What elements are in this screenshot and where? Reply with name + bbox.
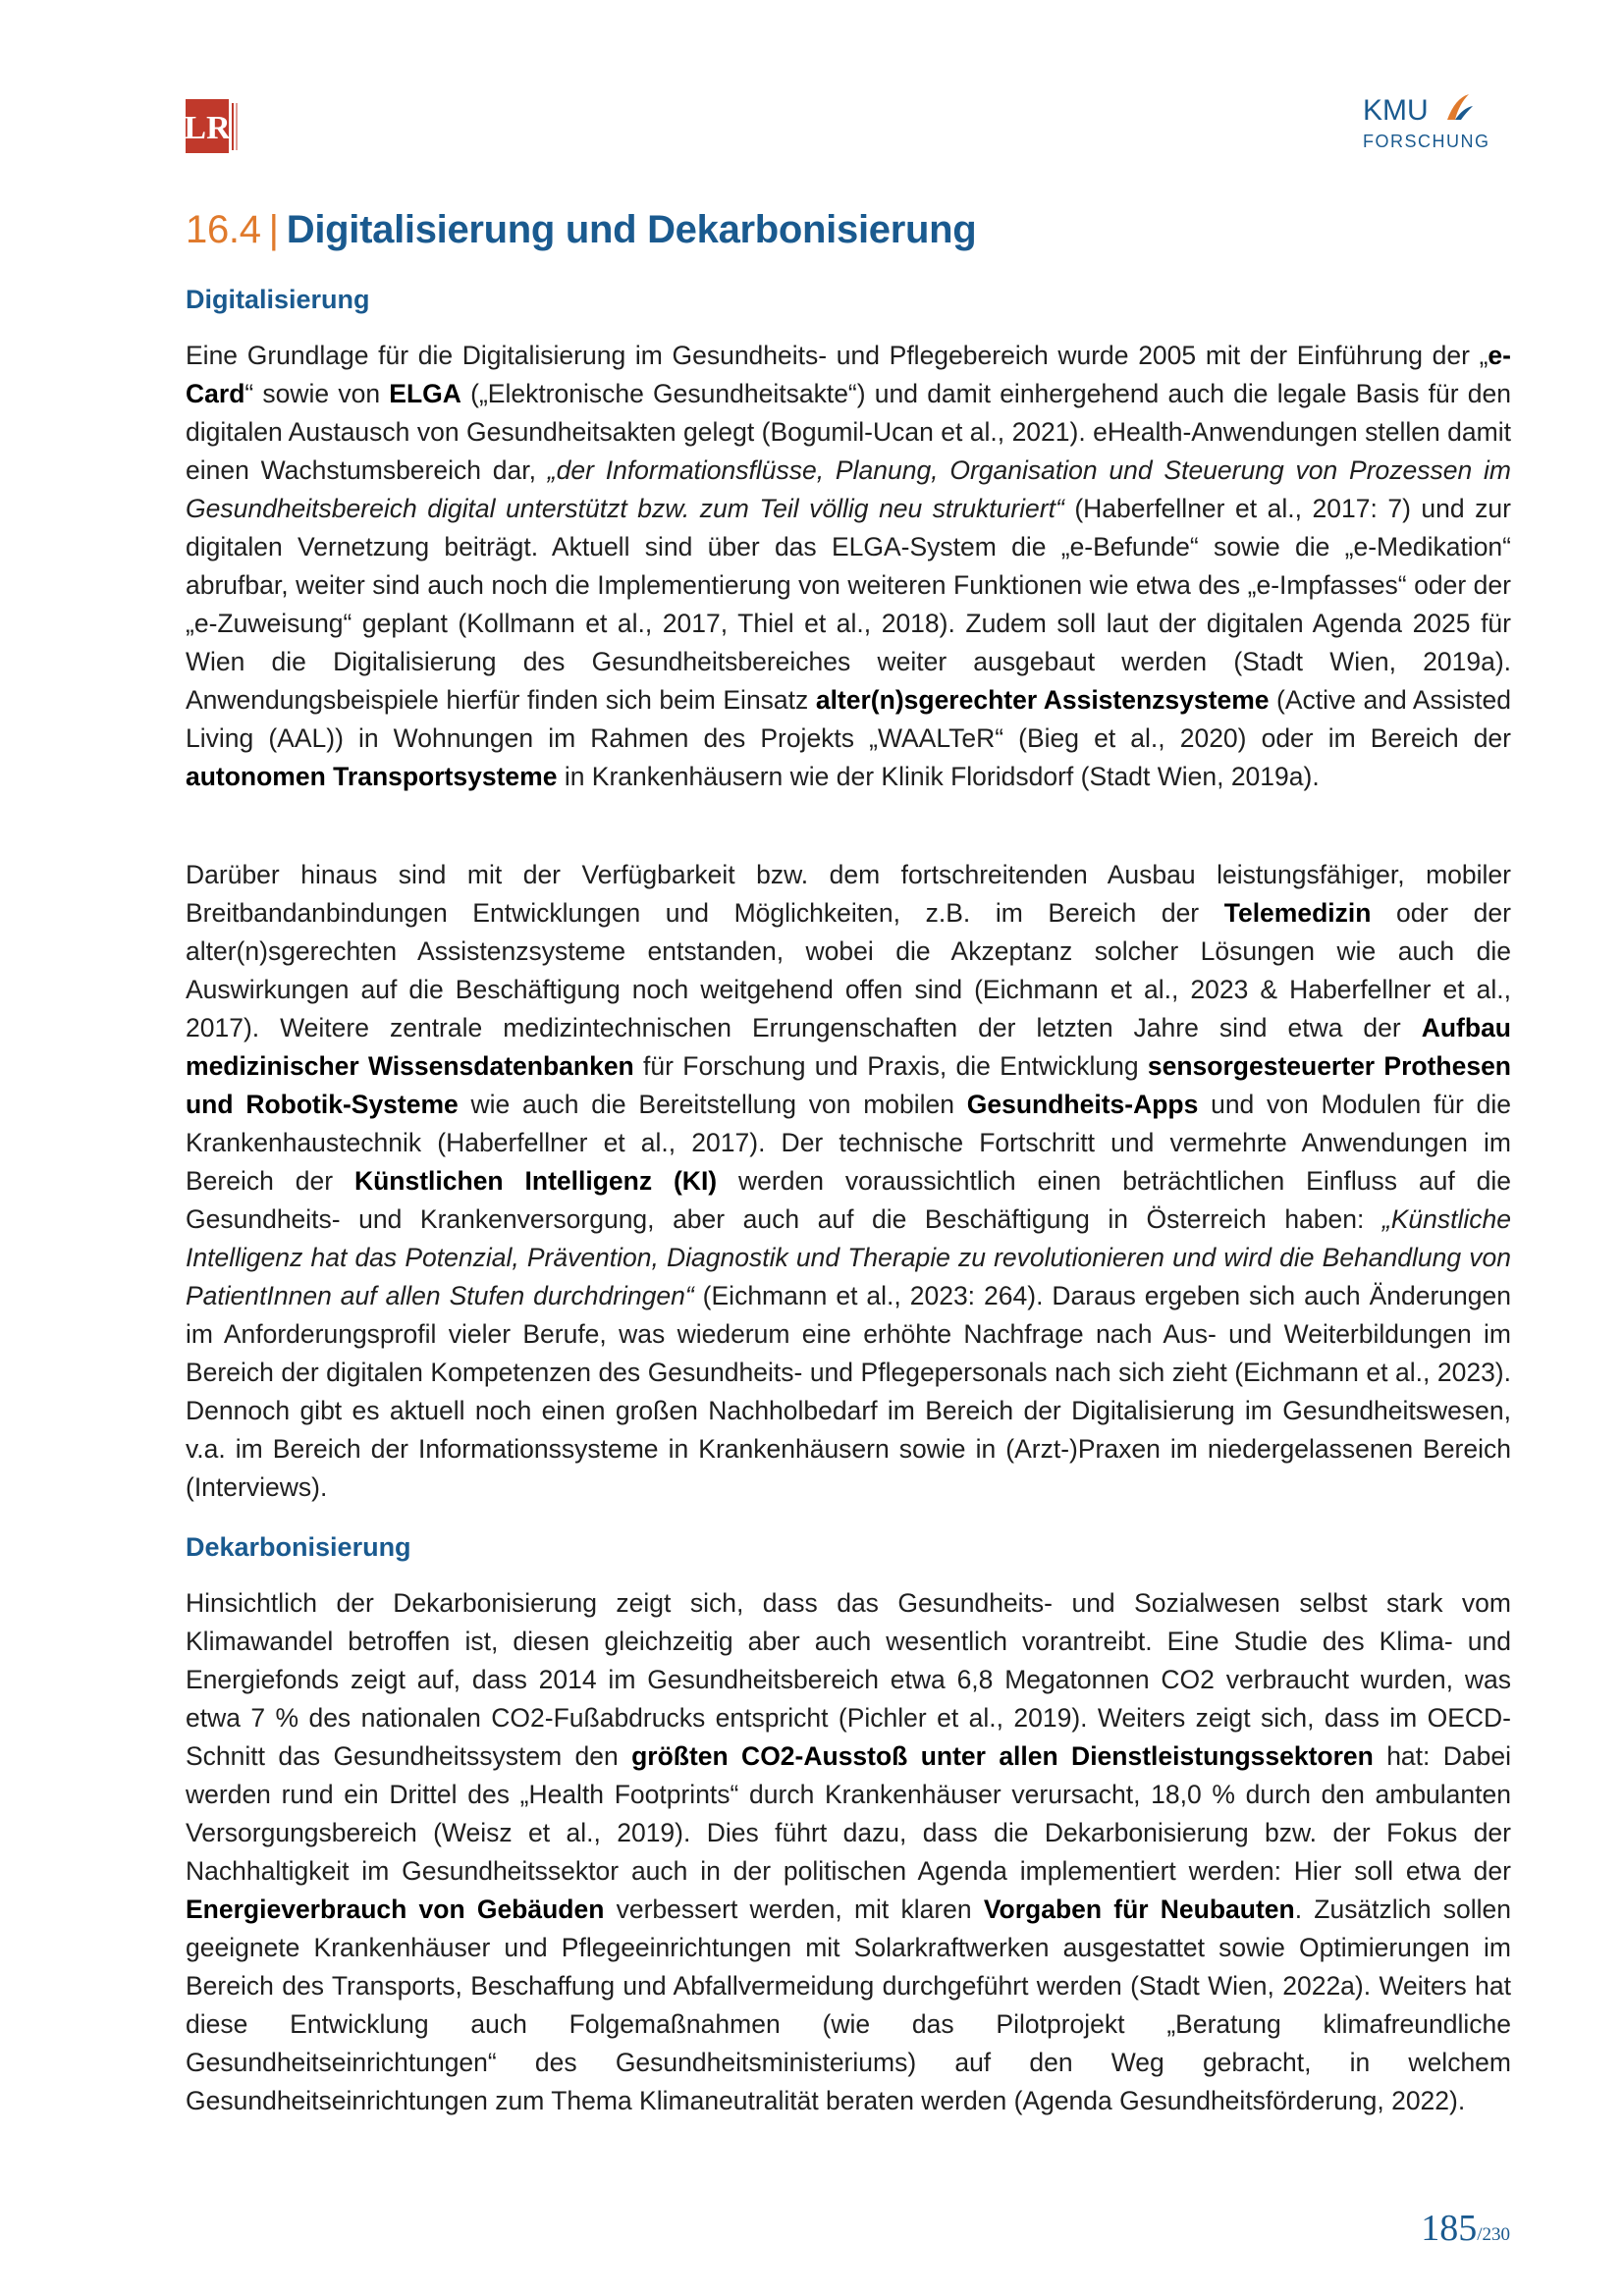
chapter-title: Digitalisierung und Dekarbonisierung <box>286 208 977 251</box>
term-transportsysteme: autonomen Transportsysteme <box>186 762 558 791</box>
paragraph-digitalisierung-2: Darüber hinaus sind mit der Verfügbarkeit bzw. dem fortschreitenden Ausbau leistungsfähiger, mobiler Breitbandanbindungen Entwicklungen und Möglichkeiten, z.B. im Bereich der Telemedizin oder der alter(n)sgerechten Assistenzsysteme entstanden, wobei die Akzeptanz solcher Lösungen wie auch die Auswirkungen auf die Beschäftigung noch weitgehend offen sind (Eichmann et al., 2023 & Haberfellner et al., 2017). Weitere zentrale medizintechnischen Errungenschaften der letzten Jahre sind etwa der Aufbau medizinischer Wissensdatenbanken für Forschung und Praxis, die Entwicklung sensorgesteuerter Prothesen und Robotik-Systeme wie auch die Bereitstellung von mobilen Gesundheits-Apps und von Modulen für die Krankenhaustechnik (Haberfellner et al., 2017). Der technische Fortschritt und vermehrte Anwendungen im Bereich der Künstlichen Intelligenz (KI) werden voraussichtlich einen beträchtlichen Einfluss auf die Gesundheits- und Krankenversorgung, aber auch auf die Beschäftigung in Österreich haben: „Künstliche Intelligenz hat das Potenzial, Prävention, Diagnostik und Therapie zu revolutionieren und wird die Behandlung von PatientInnen auf allen Stufen durchdringen“ (Eichmann et al., 2023: 264). Daraus ergeben sich auch Änderungen im Anforderungsprofil vieler Berufe, was wiederum eine erhöhte Nachfrage nach Aus- und Weiterbildungen im Bereich der digitalen Kompetenzen des Gesundheits- und Pflegepersonals nach sich zieht (Eichmann et al., 2023). Dennoch gibt es aktuell noch einen großen Nachholbedarf im Bereich der Digitalisierung im Gesundheitswesen, v.a. im Bereich der Informationssysteme in Krankenhäusern sowie in (Arzt-)Praxen im niedergelassenen Bereich (Interviews). <box>186 860 1511 1502</box>
forschung-logo-text: FORSCHUNG <box>1363 132 1490 151</box>
section-heading-dekarbonisierung: Dekarbonisierung <box>186 1532 411 1562</box>
paragraph-digitalisierung-1: Eine Grundlage für die Digitalisierung im Gesundheits- und Pflegebereich wurde 2005 mit der Einführung der „e-Card“ sowie von ELGA („Elektronische Gesundheitsakte“) und damit einhergehend auch die legale Basis für den digitalen Austausch von Gesundheitsakten gelegt (Bogumil-Ucan et al., 2021). eHealth-Anwendungen stellen damit einen Wachstumsbereich dar, „der Informationsflüsse, Planung, Organisation und Steuerung von Prozessen im Gesundheitsbereich digital unterstützt bzw. zum Teil völlig neu strukturiert“ (Haberfellner et al., 2017: 7) und zur digitalen Vernetzung beiträgt. Aktuell sind über das ELGA-System die „e-Befunde“ sowie die „e-Medikation“ abrufbar, weiter sind auch noch die Implementierung von weiteren Funktionen wie etwa des „e-Impfasses“ oder der „e-Zuweisung“ geplant (Kollmann et al., 2017, Thiel et al., 2018). Zudem soll laut der digitalen Agenda 2025 für Wien die Digitalisierung des Gesundheitsbereiches weiter ausgebaut werden (Stadt Wien, 2019a). Anwendungsbeispiele hierfür finden sich beim Einsatz alter(n)sgerechter Assistenzsysteme (Active and Assisted Living (AAL)) in Wohnungen im Rahmen des Projekts „WAALTeR“ (Bieg et al., 2020) oder im Bereich der autonomen Transportsysteme in Krankenhäusern wie der Klinik Floridsdorf (Stadt Wien, 2019a). <box>186 341 1511 791</box>
kmu-forschung-logo <box>1361 90 1498 159</box>
section-heading-digitalisierung: Digitalisierung <box>186 285 370 314</box>
kmu-logo-text: KMU <box>1363 94 1429 127</box>
term-ki: Künstlichen Intelligenz (KI) <box>353 1166 718 1196</box>
page-number <box>1421 2207 1510 2250</box>
term-energieverbrauch: Energieverbrauch von Gebäuden <box>186 1895 605 1924</box>
term-assistenzsysteme: alter(n)sgerechter Assistenzsysteme <box>815 685 1270 715</box>
lr-logo-text: LR <box>186 110 231 146</box>
quote-eichmann: „Künstliche Intelligenz hat das Potenzial, Prävention, Diagnostik und Therapie zu revolutionieren und wird die Behandlung von PatientInnen auf allen Stufen durchdringen“ <box>186 1204 1511 1310</box>
heading-separator: | <box>268 208 279 251</box>
term-e-card: e-Card <box>186 341 1511 408</box>
term-co2-ausstoss: größten CO2-Ausstoß unter allen Dienstleistungssektoren <box>631 1741 1374 1771</box>
paragraph-dekarbonisierung: Hinsichtlich der Dekarbonisierung zeigt sich, dass das Gesundheits- und Sozialwesen selbst stark vom Klimawandel betroffen ist, diesen gleichzeitig aber auch wesentlich vorantreibt. Eine Studie des Klima- und Energiefonds zeigt auf, dass 2014 im Gesundheitsbereich etwa 6,8 Megatonnen CO2 verbraucht wurden, was etwa 7 % des nationalen CO2-Fußabdrucks entspricht (Pichler et al., 2019). Weiters zeigt sich, dass im OECD-Schnitt das Gesundheitssystem den größten CO2-Ausstoß unter allen Dienstleistungssektoren hat: Dabei werden rund ein Drittel des „Health Footprints“ durch Krankenhäuser verursacht, 18,0 % durch den ambulanten Versorgungsbereich (Weisz et al., 2019). Dies führt dazu, dass die Dekarbonisierung bzw. der Fokus der Nachhaltigkeit im Gesundheitssektor auch in der politischen Agenda implementiert werden: Hier soll etwa der Energieverbrauch von Gebäuden verbessert werden, mit klaren Vorgaben für Neubauten. Zusätzlich sollen geeignete Krankenhäuser und Pflegeeinrichtungen mit Solarkraftwerken ausgestattet sowie Optimierungen im Bereich des Transports, Beschaffung und Abfallvermeidung durchgeführt werden (Stadt Wien, 2022a). Weiters hat diese Entwicklung auch Folgemaßnahmen (wie das Pilotprojekt „Beratung klimafreundliche Gesundheitseinrichtungen“ des Gesundheitsministeriums) auf den Weg gebracht, in welchem Gesundheitseinrichtungen zum Thema Klimaneutralität beraten werden (Agenda Gesundheitsförderung, 2022). <box>186 1588 1511 2115</box>
current-page: 185 <box>1421 2208 1478 2249</box>
total-pages: /230 <box>1477 2224 1510 2245</box>
term-elga: ELGA <box>389 379 461 408</box>
term-gesundheits-apps: Gesundheits-Apps <box>966 1090 1199 1119</box>
term-wissensdatenbanken: Aufbau medizinischer Wissensdatenbanken <box>186 1013 1511 1081</box>
term-neubauten: Vorgaben für Neubauten <box>983 1895 1295 1924</box>
quote-haberfellner: „der Informationsflüsse, Planung, Organisation und Steuerung von Prozessen im Gesundheitsbereich digital unterstützt bzw. zum Teil völlig neu strukturiert“ <box>186 455 1511 523</box>
term-prothesen: sensorgesteuerter Prothesen und Robotik-Systeme <box>186 1051 1511 1119</box>
lr-logo <box>186 99 240 153</box>
chapter-number: 16.4 <box>186 208 261 251</box>
chapter-heading <box>186 208 976 252</box>
term-telemedizin: Telemedizin <box>1223 898 1372 928</box>
